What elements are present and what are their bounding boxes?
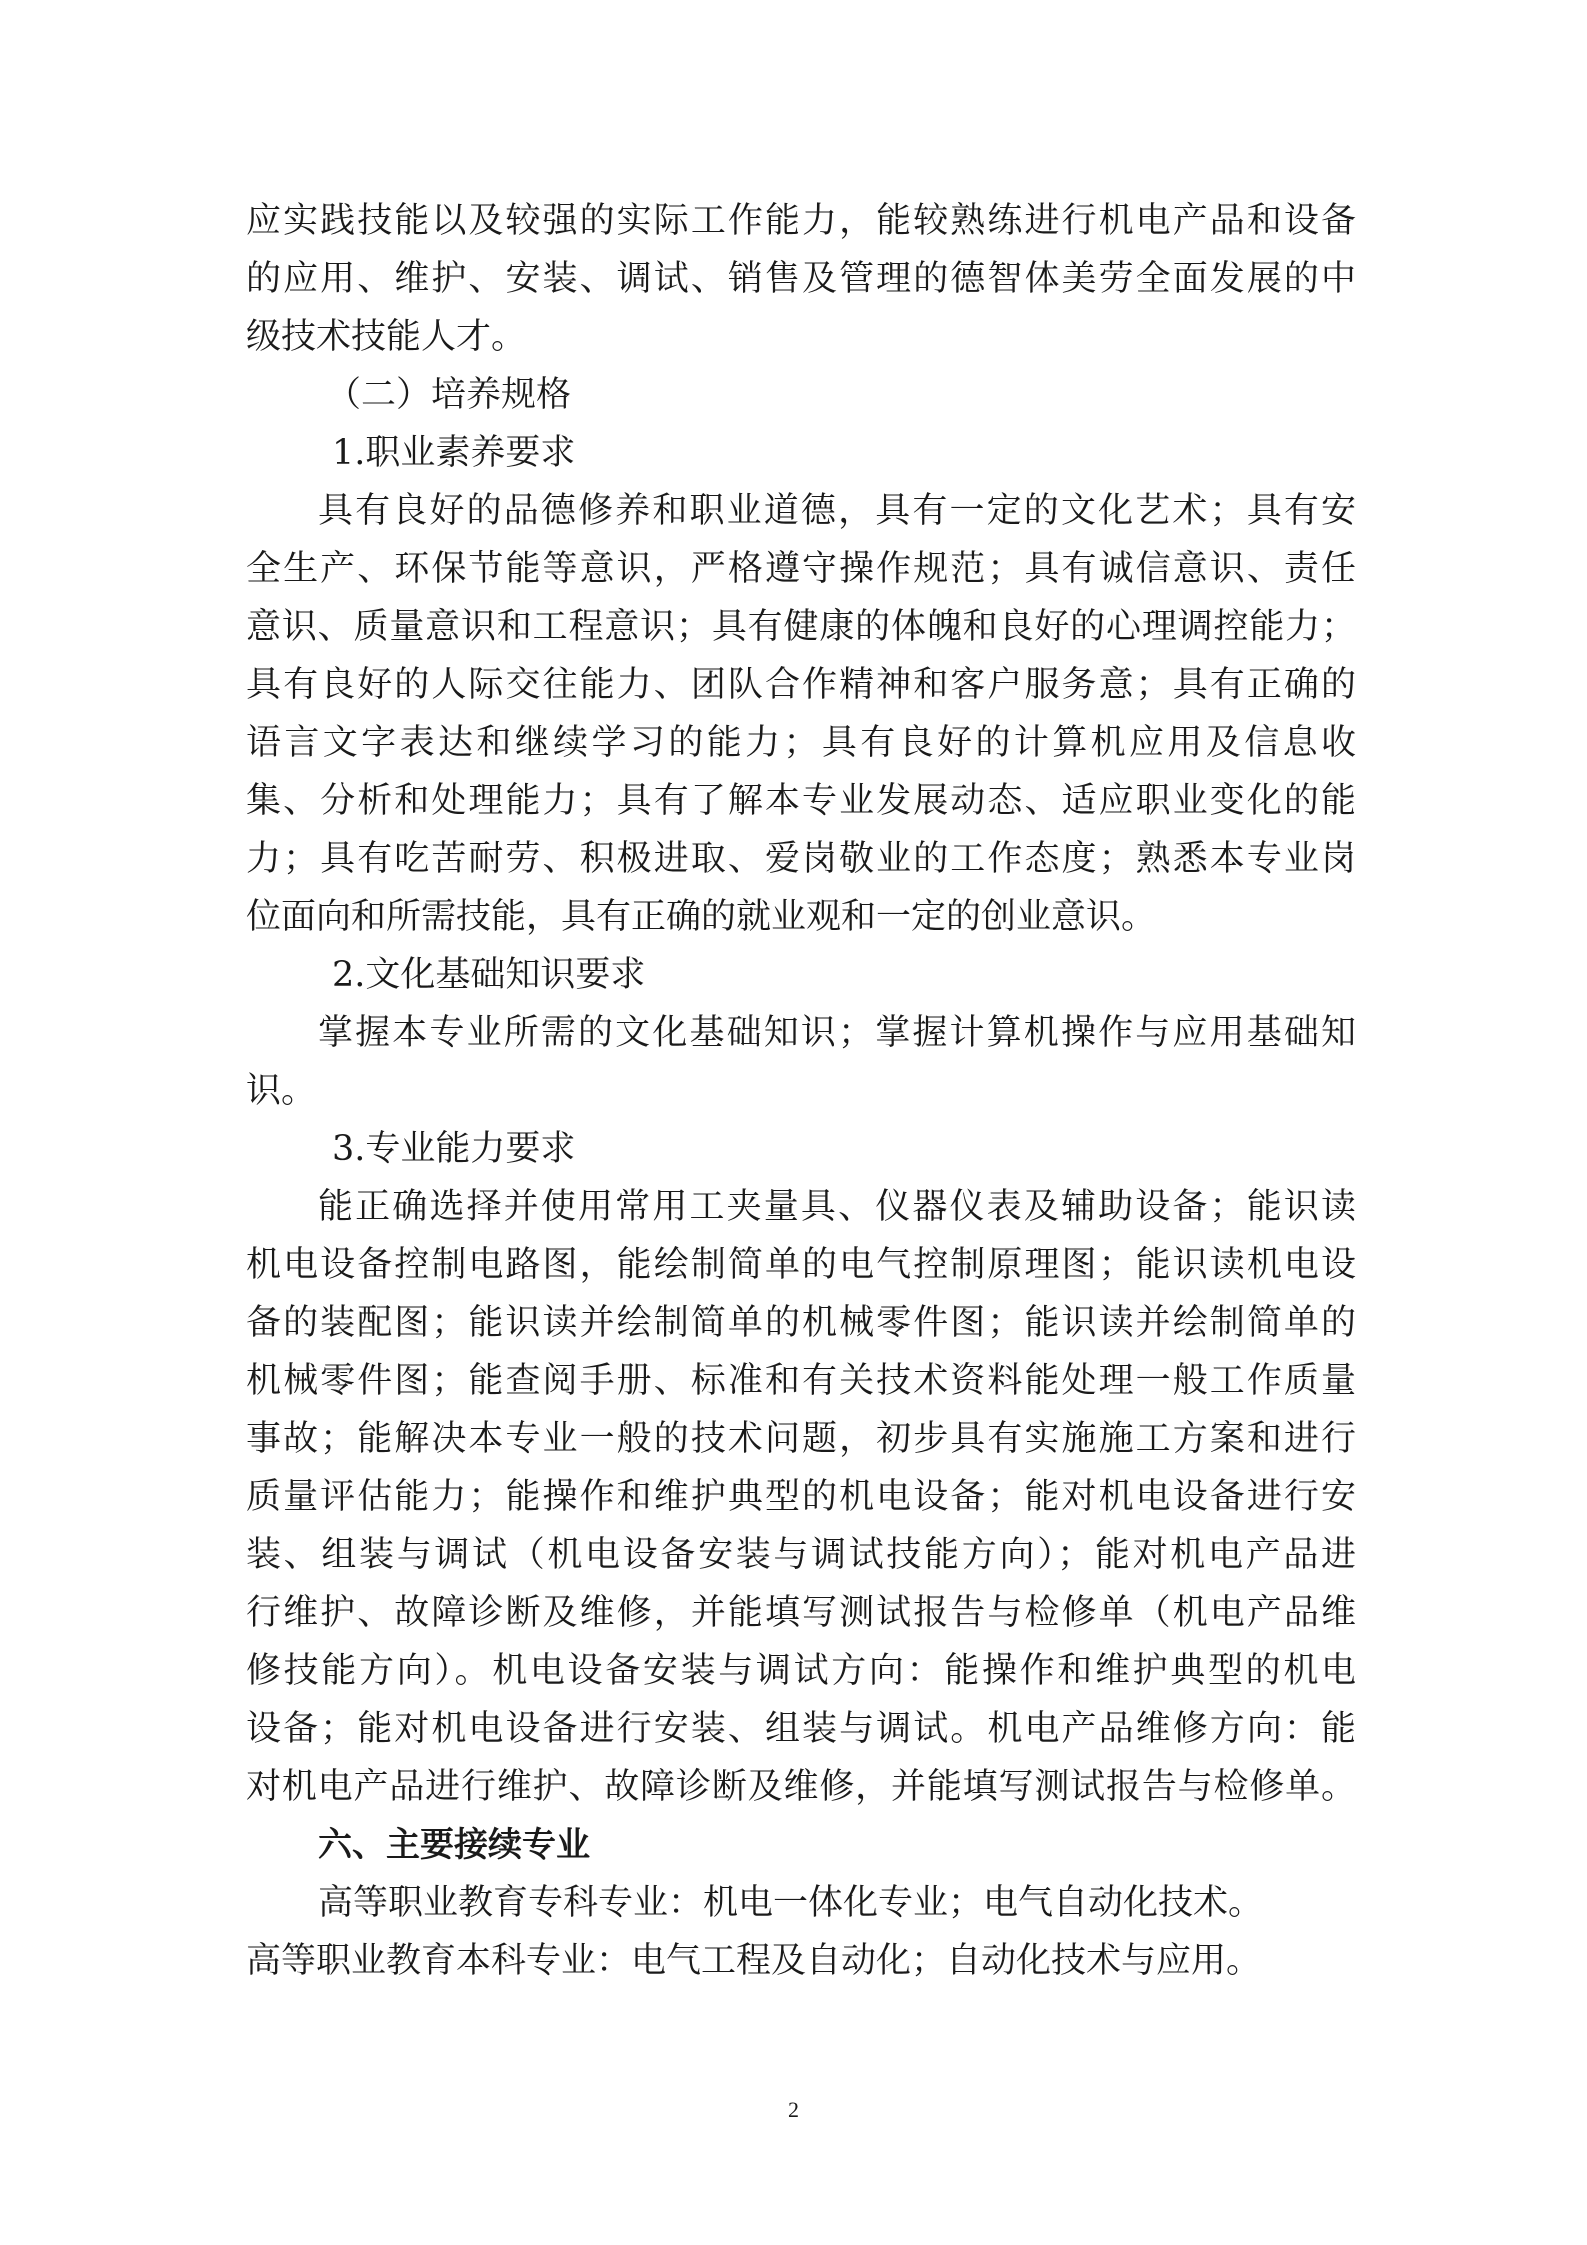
paragraph-line: 能正确选择并使用常用工夹量具、仪器仪表及辅助设备；能识读 xyxy=(318,1187,1356,1227)
paragraph-line: 设备；能对机电设备进行安装、组装与调试。机电产品维修方向：能 xyxy=(246,1709,1356,1749)
paragraph-line: 对机电产品进行维护、故障诊断及维修，并能填写测试报告与检修单。 xyxy=(246,1767,1356,1807)
section-heading-continuing-majors: 六、主要接续专业 xyxy=(318,1825,590,1865)
paragraph-line: 意识、质量意识和工程意识；具有健康的体魄和良好的心理调控能力； xyxy=(246,607,1356,647)
paragraph-line: 具有良好的人际交往能力、团队合作精神和客户服务意；具有正确的 xyxy=(246,665,1356,705)
paragraph-line: 全生产、环保节能等意识，严格遵守操作规范；具有诚信意识、责任 xyxy=(246,549,1356,589)
paragraph-line: 力；具有吃苦耐劳、积极进取、爱岗敬业的工作态度；熟悉本专业岗 xyxy=(246,839,1356,879)
item-heading-professional-quality: 1.职业素养要求 xyxy=(332,433,576,473)
document-body xyxy=(246,192,1356,1990)
paragraph-line: 识。 xyxy=(246,1071,317,1111)
item-heading-professional-ability: 3.专业能力要求 xyxy=(332,1129,576,1169)
paragraph-line: 装、组装与调试（机电设备安装与调试技能方向）；能对机电产品进 xyxy=(246,1535,1356,1575)
paragraph-line: 语言文字表达和继续学习的能力；具有良好的计算机应用及信息收 xyxy=(246,723,1356,763)
intro-line: 的应用、维护、安装、调试、销售及管理的德智体美劳全面发展的中 xyxy=(246,259,1356,299)
paragraph-line: 高等职业教育专科专业：机电一体化专业；电气自动化技术。 xyxy=(318,1883,1264,1923)
intro-line: 级技术技能人才。 xyxy=(246,317,527,357)
paragraph-line: 修技能方向）。机电设备安装与调试方向：能操作和维护典型的机电 xyxy=(246,1651,1356,1691)
paragraph-line: 机械零件图；能查阅手册、标准和有关技术资料能处理一般工作质量 xyxy=(246,1361,1356,1401)
paragraph-line: 质量评估能力；能操作和维护典型的机电设备；能对机电设备进行安 xyxy=(246,1477,1356,1517)
paragraph-line: 掌握本专业所需的文化基础知识；掌握计算机操作与应用基础知 xyxy=(318,1013,1356,1053)
paragraph-line: 具有良好的品德修养和职业道德，具有一定的文化艺术；具有安 xyxy=(318,491,1356,531)
paragraph-line: 位面向和所需技能，具有正确的就业观和一定的创业意识。 xyxy=(246,897,1157,937)
paragraph-line: 机电设备控制电路图，能绘制简单的电气控制原理图；能识读机电设 xyxy=(246,1245,1356,1285)
paragraph-line: 事故；能解决本专业一般的技术问题，初步具有实施施工方案和进行 xyxy=(246,1419,1356,1459)
paragraph-line: 集、分析和处理能力；具有了解本专业发展动态、适应职业变化的能 xyxy=(246,781,1356,821)
paragraph-line: 行维护、故障诊断及维修，并能填写测试报告与检修单（机电产品维 xyxy=(246,1593,1356,1633)
page-number: 2 xyxy=(788,2097,799,2122)
paragraph-line: 备的装配图；能识读并绘制简单的机械零件图；能识读并绘制简单的 xyxy=(246,1303,1356,1343)
intro-line: 应实践技能以及较强的实际工作能力，能较熟练进行机电产品和设备 xyxy=(246,201,1356,241)
section-heading-training-spec: （二）培养规格 xyxy=(326,375,572,415)
item-heading-cultural-knowledge: 2.文化基础知识要求 xyxy=(332,955,646,995)
paragraph-line: 高等职业教育本科专业：电气工程及自动化；自动化技术与应用。 xyxy=(246,1941,1262,1981)
